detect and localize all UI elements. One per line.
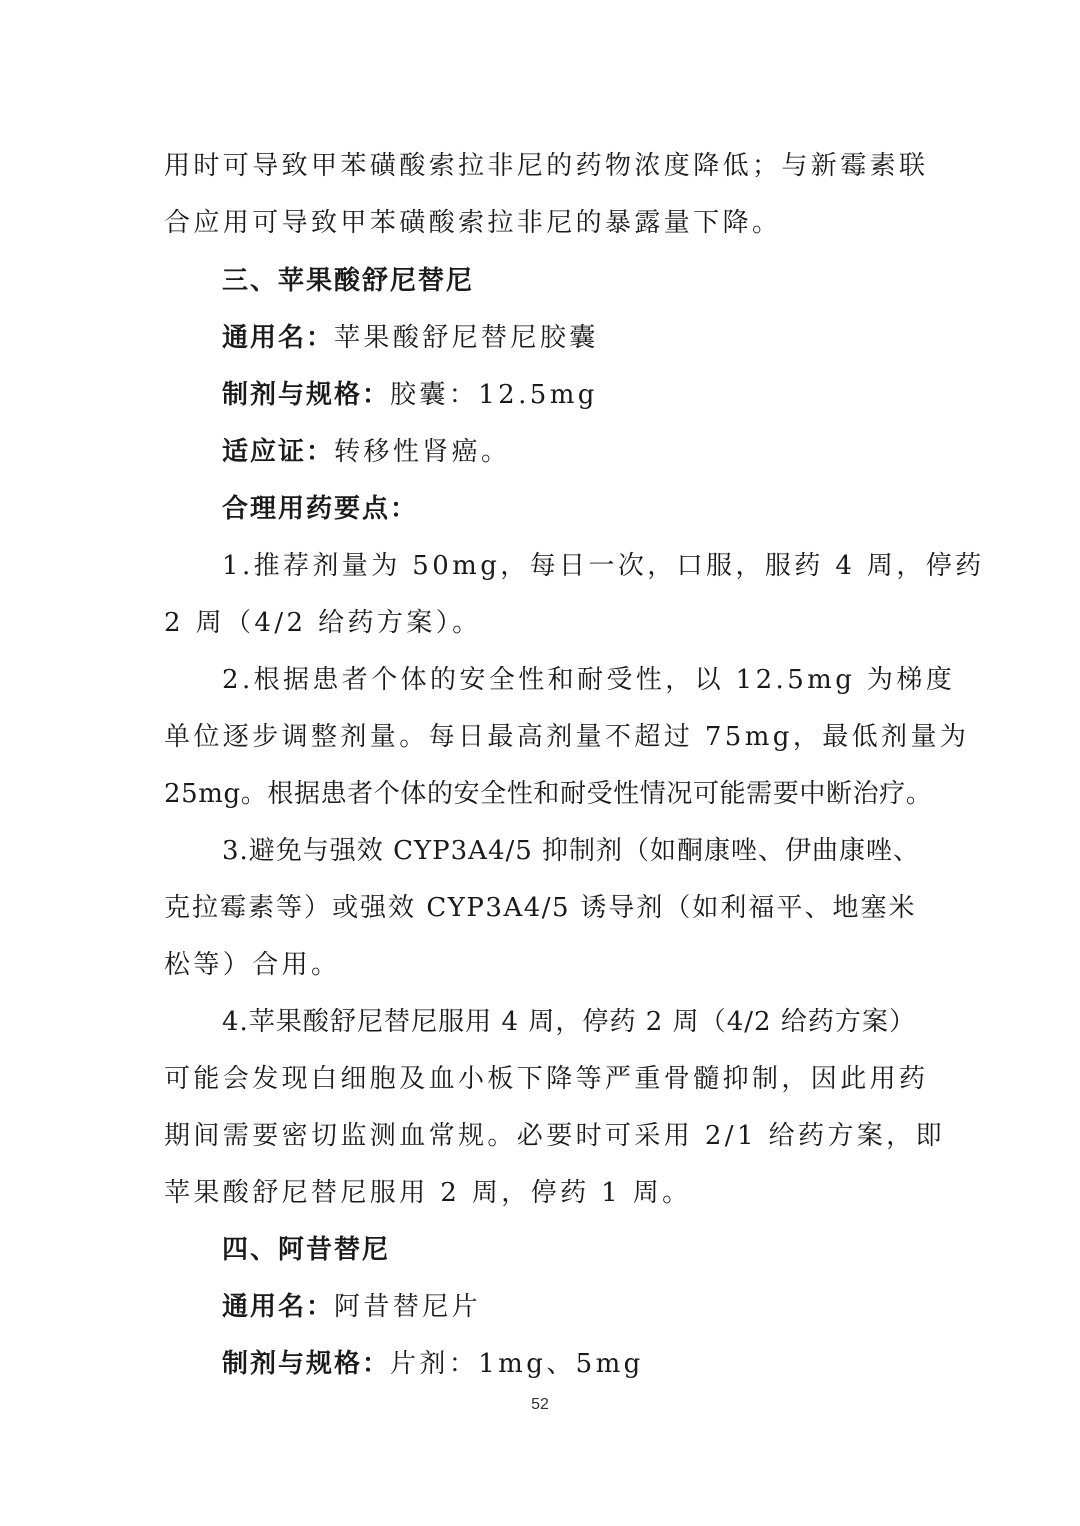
- section-heading: 三、苹果酸舒尼替尼: [222, 266, 475, 296]
- body-line: 2.根据患者个体的安全性和耐受性，以 12.5mg 为梯度: [222, 665, 956, 695]
- body-line: 期间需要密切监测血常规。必要时可采用 2/1 给药方案，即: [164, 1121, 945, 1151]
- specification-value: 胶囊：12.5mg: [390, 380, 598, 410]
- indication-row: [222, 432, 510, 472]
- key-points-label: 合理用药要点：: [222, 494, 419, 524]
- specification-row: [222, 1344, 644, 1384]
- specification-label: 制剂与规格：: [222, 1349, 391, 1379]
- body-line: 1.推荐剂量为 50mg，每日一次，口服，服药 4 周，停药: [222, 551, 985, 581]
- body-line: 2 周（4/2 给药方案）。: [164, 608, 482, 638]
- body-line: 松等）合用。: [164, 950, 341, 980]
- specification-row: [222, 375, 598, 415]
- generic-name-value: 阿昔替尼片: [334, 1292, 482, 1322]
- generic-name-row: [222, 318, 599, 358]
- body-line: 合应用可导致甲苯磺酸索拉非尼的暴露量下降。: [164, 208, 782, 238]
- body-line: 3.避免与强效 CYP3A4/5 抑制剂（如酮康唑、伊曲康唑、: [222, 836, 921, 866]
- page-number: 52: [531, 1396, 549, 1413]
- body-line: 单位逐步调整剂量。每日最高剂量不超过 75mg，最低剂量为: [164, 722, 970, 752]
- section-heading: 四、阿昔替尼: [222, 1235, 391, 1265]
- specification-value: 片剂：1mg、5mg: [390, 1349, 644, 1379]
- body-line: 用时可导致甲苯磺酸索拉非尼的药物浓度降低；与新霉素联: [164, 151, 929, 181]
- generic-name-label: 通用名：: [222, 323, 335, 353]
- body-line: 4.苹果酸舒尼替尼服用 4 周，停药 2 周（4/2 给药方案）: [222, 1007, 916, 1037]
- indication-label: 适应证：: [222, 437, 335, 467]
- indication-value: 转移性肾癌。: [334, 437, 511, 467]
- generic-name-row: [222, 1287, 481, 1327]
- body-line: 可能会发现白细胞及血小板下降等严重骨髓抑制，因此用药: [164, 1064, 929, 1094]
- generic-name-value: 苹果酸舒尼替尼胶囊: [334, 323, 599, 353]
- body-line: 克拉霉素等）或强效 CYP3A4/5 诱导剂（如利福平、地塞米: [164, 893, 916, 923]
- specification-label: 制剂与规格：: [222, 380, 391, 410]
- body-line: 苹果酸舒尼替尼服用 2 周，停药 1 周。: [164, 1178, 692, 1208]
- body-line: 25mg。根据患者个体的安全性和耐受性情况可能需要中断治疗。: [164, 779, 933, 809]
- generic-name-label: 通用名：: [222, 1292, 335, 1322]
